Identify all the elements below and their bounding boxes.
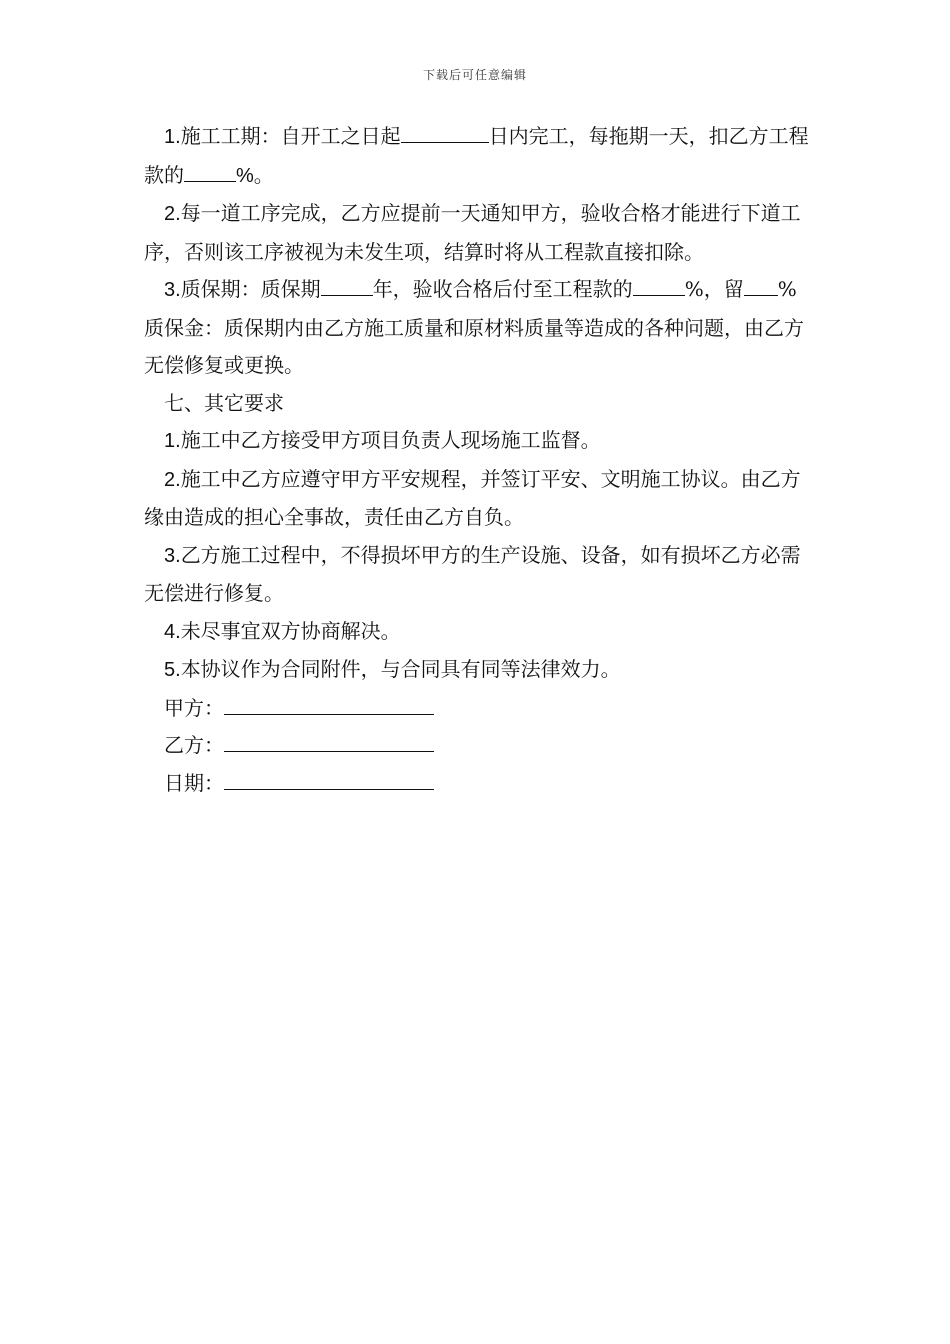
clause-3-text-d: %质保金：质保期内由乙方施工质量和原材料质量等造成的各种问题，由乙方无偿修复或更换。 xyxy=(144,277,804,377)
item-text: 施工中乙方接受甲方项目负责人现场施工监督。 xyxy=(180,428,601,452)
section-7-item-3 xyxy=(144,537,809,613)
blank-days[interactable] xyxy=(401,122,489,143)
blank-payment-percent[interactable] xyxy=(633,275,685,296)
date-signature-line[interactable] xyxy=(224,767,434,790)
party-b-label: 乙方： xyxy=(164,733,224,757)
clause-3-number: 3. xyxy=(164,279,181,301)
clause-1 xyxy=(144,118,809,195)
section-7-item-5 xyxy=(144,651,809,690)
signature-date xyxy=(144,765,809,803)
item-number: 2. xyxy=(164,468,181,491)
clause-1-text-a: 施工工期：自开工之日起 xyxy=(180,124,401,148)
signature-party-a xyxy=(144,690,809,728)
blank-warranty-years[interactable] xyxy=(321,275,373,296)
item-number: 3. xyxy=(164,544,181,567)
item-text: 施工中乙方应遵守甲方平安规程，并签订平安、文明施工协议。由乙方缘由造成的担心全事故，责任由乙方自负。 xyxy=(144,466,801,529)
page-header-note: 下载后可任意编辑 xyxy=(422,68,527,82)
section-7-item-4 xyxy=(144,613,809,652)
date-label: 日期： xyxy=(164,770,224,795)
item-text: 乙方施工过程中，不得损坏甲方的生产设施、设备，如有损坏乙方必需无偿进行修复。 xyxy=(144,542,801,605)
party-a-signature-line[interactable] xyxy=(224,692,434,715)
clause-2-number: 2. xyxy=(164,203,181,225)
signature-party-b xyxy=(144,727,809,765)
clause-2-text: 每一道工序完成，乙方应提前一天通知甲方，验收合格才能进行下道工序，否则该工序被视为未发生项，结算时将从工程款直接扣除。 xyxy=(144,201,801,264)
party-a-label: 甲方： xyxy=(164,695,224,720)
item-text: 本协议作为合同附件，与合同具有同等法律效力。 xyxy=(180,657,621,681)
blank-retention-percent[interactable] xyxy=(744,275,778,296)
party-b-signature-line[interactable] xyxy=(224,729,434,752)
clause-2 xyxy=(144,195,809,271)
clause-3-text-b: 年，验收合格后付至工程款的 xyxy=(372,277,633,301)
blank-penalty-percent[interactable] xyxy=(184,161,236,182)
section-7-title: 七、其它要求 xyxy=(164,390,284,415)
clause-3 xyxy=(144,271,809,385)
clause-3-text-a: 质保期：质保期 xyxy=(180,277,321,301)
clause-3-text-c: %，留 xyxy=(684,277,744,301)
document-body xyxy=(144,118,809,802)
clause-1-number: 1. xyxy=(164,126,181,148)
item-number: 4. xyxy=(164,620,181,643)
item-number: 5. xyxy=(164,659,181,681)
clause-1-text-c: %。 xyxy=(236,164,274,187)
section-7-item-2 xyxy=(144,461,809,537)
section-7-item-1 xyxy=(144,422,809,461)
item-number: 1. xyxy=(164,430,181,452)
item-text: 未尽事宜双方协商解决。 xyxy=(180,618,401,643)
clause-1-text-b: 日内完工，每拖期一天，扣乙方工程款的 xyxy=(144,124,809,187)
